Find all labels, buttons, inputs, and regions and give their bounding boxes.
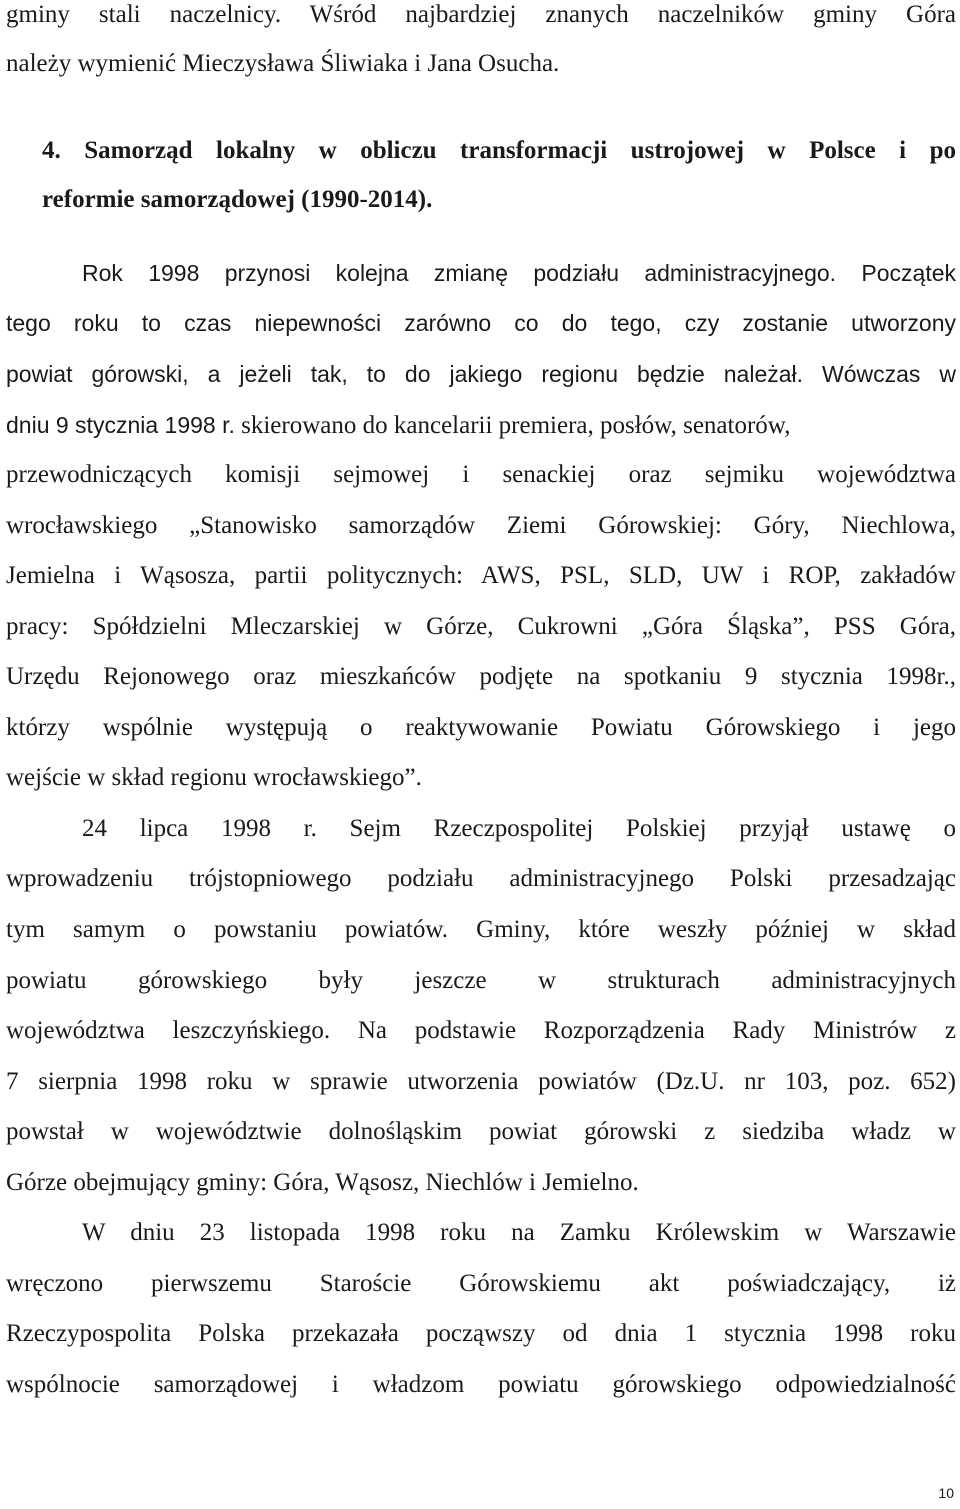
document-page — [6, 0, 956, 1509]
paragraph-2-line-6: 7 sierpnia 1998 roku w sprawie utworzenia powiatów (Dz.U. nr 103, poz. 652) — [6, 1068, 956, 1095]
paragraph-1-line-7: Jemielna i Wąsosza, partii politycznych: AWS, PSL, SLD, UW i ROP, zakładów — [6, 562, 956, 589]
intro-line-2: należy wymienić Mieczysława Śliwiaka i Jana Osucha. — [6, 50, 560, 77]
paragraph-3-line-4: wspólnocie samorządowej i władzom powiatu górowskiego odpowiedzialność — [6, 1371, 956, 1398]
paragraph-2-line-4: powiatu górowskiego były jeszcze w strukturach administracyjnych — [6, 967, 956, 994]
paragraph-1-line-1: Rok 1998 przynosi kolejna zmianę podziału administracyjnego. Początek — [82, 260, 956, 286]
paragraph-2-line-7: powstał w województwie dolnośląskim powiat górowski z siedziba władz w — [6, 1118, 956, 1145]
section-heading-line-1: 4. Samorząd lokalny w obliczu transformacji ustrojowej w Polsce i po — [42, 137, 956, 164]
paragraph-1-line-3: powiat górowski, a jeżeli tak, to do jakiego regionu będzie należał. Wówczas w — [6, 361, 956, 387]
paragraph-2-line-8: Górze obejmujący gminy: Góra, Wąsosz, Niechlów i Jemielno. — [6, 1169, 639, 1196]
page-number: 10 — [938, 1485, 954, 1501]
section-heading-line-2: reformie samorządowej (1990-2014). — [42, 186, 433, 213]
paragraph-1-line-4 — [6, 410, 956, 441]
paragraph-3-line-3: Rzeczypospolita Polska przekazała począwszy od dnia 1 stycznia 1998 roku — [6, 1320, 956, 1347]
paragraph-1-line-11: wejście w skład regionu wrocławskiego”. — [6, 764, 422, 791]
paragraph-1-line-9: Urzędu Rejonowego oraz mieszkańców podjęte na spotkaniu 9 stycznia 1998r., — [6, 663, 956, 690]
paragraph-2-line-3: tym samym o powstaniu powiatów. Gminy, które weszły później w skład — [6, 916, 956, 943]
intro-line-1: gminy stali naczelnicy. Wśród najbardziej znanych naczelników gminy Góra — [6, 1, 956, 28]
paragraph-1-line-6: wrocławskiego „Stanowisko samorządów Ziemi Górowskiej: Góry, Niechlowa, — [6, 512, 956, 539]
paragraph-1-line-2: tego roku to czas niepewności zarówno co do tego, czy zostanie utworzony — [6, 310, 956, 336]
paragraph-1-line-4-date: dniu 9 stycznia 1998 r. — [6, 412, 235, 438]
paragraph-2-line-1: 24 lipca 1998 r. Sejm Rzeczpospolitej Polskiej przyjął ustawę o — [82, 815, 956, 842]
paragraph-1-line-5: przewodniczących komisji sejmowej i senackiej oraz sejmiku województwa — [6, 461, 956, 488]
paragraph-2-line-2: wprowadzeniu trójstopniowego podziału administracyjnego Polski przesadzając — [6, 865, 956, 892]
paragraph-3-line-2: wręczono pierwszemu Staroście Górowskiemu akt poświadczający, iż — [6, 1270, 956, 1297]
paragraph-2-line-5: województwa leszczyńskiego. Na podstawie Rozporządzenia Rady Ministrów z — [6, 1017, 956, 1044]
paragraph-3-line-1: W dniu 23 listopada 1998 roku na Zamku Królewskim w Warszawie — [82, 1219, 956, 1246]
paragraph-1-line-10: którzy wspólnie występują o reaktywowanie Powiatu Górowskiego i jego — [6, 714, 956, 741]
paragraph-1-line-4-rest: skierowano do kancelarii premiera, posłów, senatorów, — [234, 412, 791, 439]
paragraph-1-line-8: pracy: Spółdzielni Mleczarskiej w Górze, Cukrowni „Góra Śląska”, PSS Góra, — [6, 613, 956, 640]
